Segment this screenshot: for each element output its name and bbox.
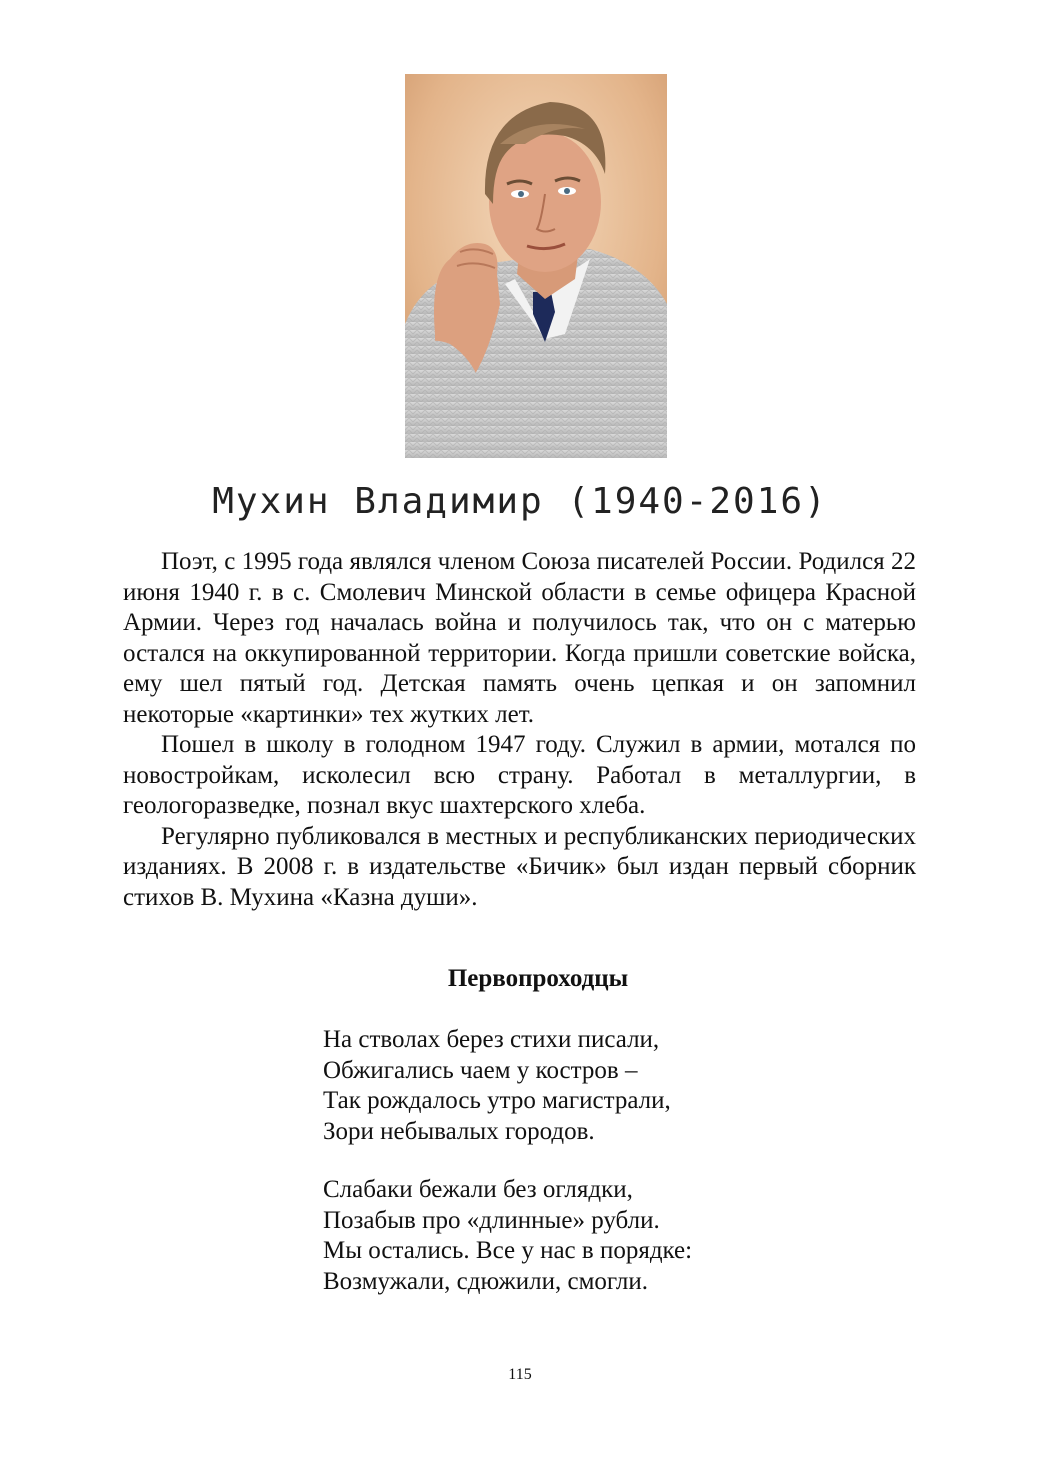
portrait-illustration bbox=[405, 74, 667, 458]
poem-line: На стволах берез стихи писали, bbox=[323, 1026, 660, 1053]
poem-line: Слабаки бежали без оглядки, bbox=[323, 1176, 633, 1203]
poem-line: Возмужали, сдюжили, смогли. bbox=[323, 1267, 649, 1295]
biography-paragraph: Пошел в школу в голодном 1947 году. Служил в армии, мотался по новостройкам, исколесил всю страну. Работал в металлургии, в геологоразведке, познал вкус шахтерского хлеба. bbox=[123, 731, 916, 819]
page-number: 115 bbox=[508, 1366, 532, 1383]
poem-stanza bbox=[323, 1025, 843, 1147]
poem-line: Зори небывалых городов. bbox=[323, 1117, 595, 1145]
biography-paragraph: Поэт, с 1995 года являлся членом Союза писателей России. Родился 22 июня 1940 г. в с. Смолевич Минской области в семье офицера Красной Армии. Через год началась война и получилось так, что он с матерью остался на оккупированной территории. Когда пришли советские войска, ему шел пятый год. Детская память очень цепкая и он запомнил некоторые «картинки» тех жутких лет. bbox=[123, 548, 916, 728]
author-name-heading: Мухин Владимир (1940-2016) bbox=[212, 481, 828, 522]
poem-line: Мы остались. Все у нас в порядке: bbox=[323, 1237, 693, 1264]
biography-paragraph: Регулярно публиковался в местных и республиканских периодических изданиях. В 2008 г. в издательстве «Бичик» был издан первый сборник стихов В. Мухина «Казна души». bbox=[123, 822, 916, 911]
author-portrait-photo bbox=[405, 74, 667, 458]
biography-text bbox=[123, 547, 916, 913]
poem-line: Позабыв про «длинные» рубли. bbox=[323, 1206, 660, 1234]
poem-line: Обжигались чаем у костров – bbox=[323, 1056, 638, 1084]
poem-line: Так рождалось утро магистрали, bbox=[323, 1087, 671, 1114]
poem-stanza bbox=[323, 1175, 843, 1297]
poem-title: Первопроходцы bbox=[447, 965, 629, 992]
